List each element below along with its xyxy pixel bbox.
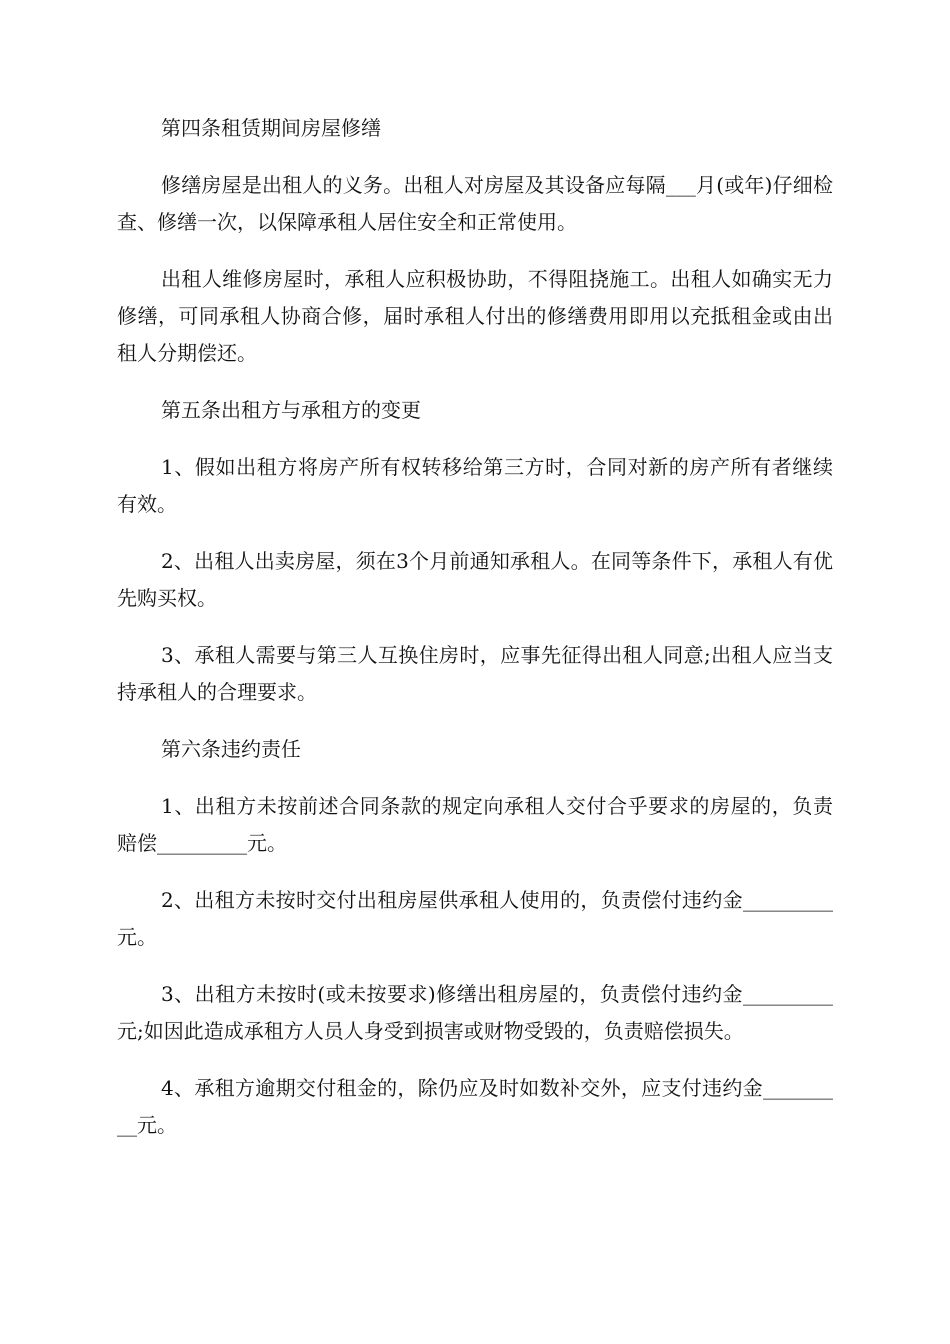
paragraph: 1、假如出租方将房产所有权转移给第三方时，合同对新的房产所有者继续有效。 [117,455,833,516]
paragraph: 2、出租方未按时交付出租房屋供承租人使用的，负责偿付违约金_________元。 [117,888,833,949]
section-heading-4: 第四条租赁期间房屋修缮 [161,116,381,140]
paragraph: 1、出租方未按前述合同条款的规定向承租人交付合乎要求的房屋的，负责赔偿_________元。 [117,794,833,855]
section-heading-6: 第六条违约责任 [161,737,301,761]
paragraph: 2、出租人出卖房屋，须在3个月前通知承租人。在同等条件下，承租人有优先购买权。 [117,549,833,610]
paragraph: 3、出租方未按时(或未按要求)修缮出租房屋的，负责偿付违约金_________元;如因此造成承租方人员人身受到损害或财物受毁的，负责赔偿损失。 [117,982,833,1043]
paragraph: 4、承租方逾期交付租金的，除仍应及时如数补交外，应支付违约金_________元。 [117,1076,833,1137]
paragraph: 出租人维修房屋时，承租人应积极协助，不得阻挠施工。出租人如确实无力修缮，可同承租人协商合修，届时承租人付出的修缮费用即用以充抵租金或由出租人分期偿还。 [117,267,833,365]
document-body [117,110,833,1164]
section-heading-5: 第五条出租方与承租方的变更 [161,398,421,422]
paragraph: 修缮房屋是出租人的义务。出租人对房屋及其设备应每隔___月(或年)仔细检查、修缮一次，以保障承租人居住安全和正常使用。 [117,173,833,234]
paragraph: 3、承租人需要与第三人互换住房时，应事先征得出租人同意;出租人应当支持承租人的合理要求。 [117,643,833,704]
